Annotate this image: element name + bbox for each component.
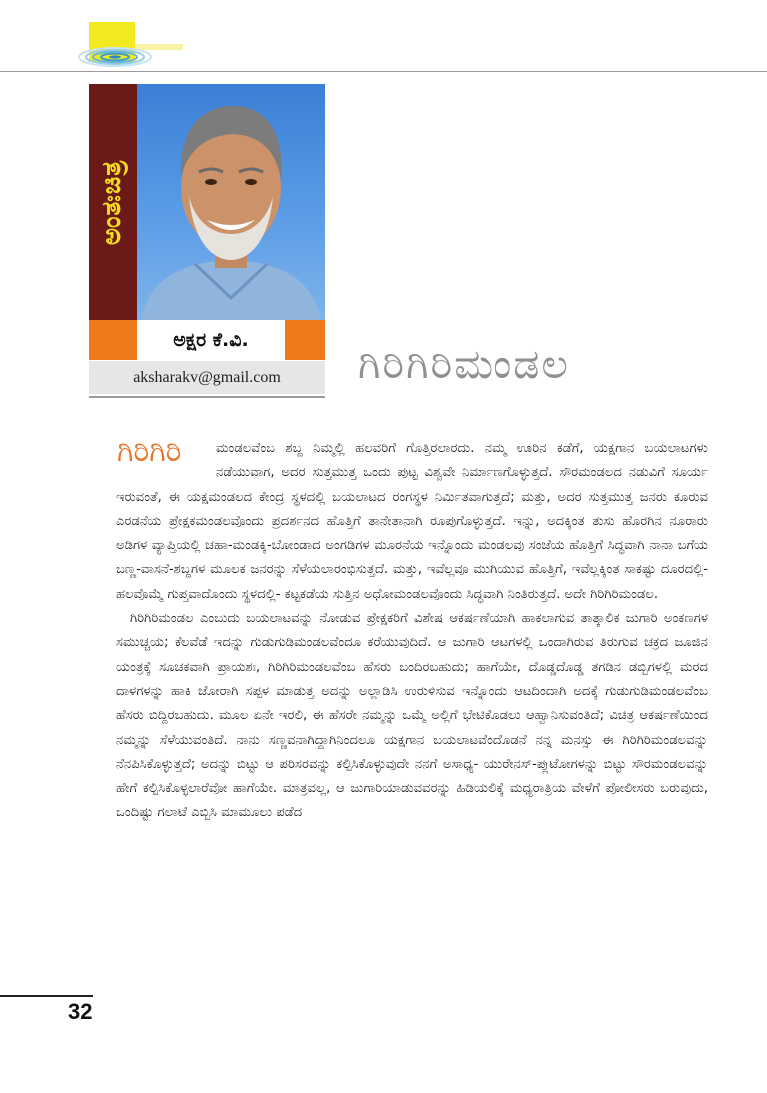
author-name: ಅಕ್ಷರ ಕೆ.ವಿ.: [137, 320, 285, 360]
column-title-band: [89, 84, 137, 320]
author-portrait: [137, 84, 325, 320]
column-title: ಅಂತಃಚಿತ್ರ: [97, 159, 128, 245]
magazine-logo-rings: [78, 47, 152, 67]
drop-cap-space: [116, 437, 216, 485]
article-body: [116, 437, 708, 1027]
body-paragraph-1: ಮಂಡಲವೆಂಬ ಶಬ್ದ ನಿಮ್ಮಲ್ಲಿ ಹಲವರಿಗೆ ಗೊತ್ತಿರಲಾರದು. ನಮ್ಮ ಊರಿನ ಕಡೆಗೆ, ಯಕ್ಷಗಾನ ಬಯಲಾಟಗಳು ನಡೆಯುವಾಗ, ಅದರ ಸುತ್ತಮುತ್ತ ಒಂದು ಪುಟ್ಟ ವಿಶ್ವವೇ ನಿರ್ಮಾಣಗೊಳ್ಳುತ್ತದೆ. ಸೌರಮಂಡಲದ ನಡುವಿಗೆ ಸೂರ್ಯ ಇರುವಂತೆ, ಈ ಯಕ್ಷಮಂಡಲದ ಕೇಂದ್ರ ಸ್ಥಳದಲ್ಲಿ ಬಯಲಾಟದ ರಂಗಸ್ಥಳ ನಿರ್ಮಿತವಾಗುತ್ತದೆ; ಮತ್ತು, ಅದರ ಸುತ್ತಮುತ್ತ ಜನರು ಕೂರುವ ಎರಡನೆಯ ಪ್ರೇಕ್ಷಕಮಂಡಲವೊಂದು ಪ್ರದರ್ಶನದ ಹೊತ್ತಿಗೆ ತಾನೇತಾನಾಗಿ ರೂಪುಗೊಳ್ಳುತ್ತದೆ. ಇನ್ನು, ಅದಕ್ಕಿಂತ ತುಸು ಹೊರಗಿನ ನೂರಾರು ಅಡಿಗಳ ವ್ಯಾಪ್ತಿಯಲ್ಲಿ ಚಹಾ-ಮಂಡಕ್ಕಿ-ಬೋಂಡಾದ ಅಂಗಡಿಗಳ ಮೂರನೆಯ ಇನ್ನೊಂದು ಮಂಡಲವು ಸಂಜೆಯ ಹೊತ್ತಿಗೆ ಸಿದ್ಧವಾಗಿ ನಾನಾ ಬಗೆಯ ಬಣ್ಣ-ವಾಸನೆ-ಶಬ್ದಗಳ ಮೂಲಕ ಜನರನ್ನು ಸೆಳೆಯಲಾರಂಭಿಸುತ್ತದೆ. ಮತ್ತು, ಇವೆಲ್ಲವೂ ಮುಗಿಯುವ ಹೊತ್ತಿಗೆ, ಇವೆಲ್ಲಕ್ಕಿಂತ ಸಾಕಷ್ಟು ದೂರದಲ್ಲಿ- ಹಲವೊಮ್ಮೆ ಗುಪ್ತವಾದೊಂದು ಸ್ಥಳದಲ್ಲಿ- ಕಟ್ಟಕಡೆಯ ಸುತ್ತಿನ ಅಧೋಮಂಡಲವೊಂದು ಸಿದ್ಧವಾಗಿ ನಿಂತಿರುತ್ತದೆ. ಅದೇ ಗಿರಿಗಿರಿಮಂಡಲ.: [116, 441, 708, 602]
column-header-box: [89, 84, 325, 360]
page-number: 32: [68, 999, 93, 1024]
author-portrait-illustration: [137, 84, 325, 320]
article-headline: ಗಿರಿಗಿರಿಮಂಡಲ: [358, 340, 570, 388]
author-email[interactable]: aksharakv@gmail.com: [89, 361, 325, 394]
email-rule: [89, 396, 325, 398]
body-paragraph-2: ಗಿರಿಗಿರಿಮಂಡಲ ಎಂಬುದು ಬಯಲಾಟವನ್ನು ನೋಡುವ ಪ್ರೇಕ್ಷಕರಿಗೆ ವಿಶೇಷ ಆಕರ್ಷಣೆಯಾಗಿ ಹಾಕಲಾಗುವ ತಾತ್ಕಾಲಿಕ ಜುಗಾರಿ ಅಂಕಣಗಳ ಸಮುಚ್ಚಯ; ಕೆಲವೆಡೆ ಇದನ್ನು ಗುಡುಗುಡಿಮಂಡಲವೆಂದೂ ಕರೆಯುವುದಿದೆ. ಆ ಜುಗಾರಿ ಆಟಗಳಲ್ಲಿ ಒಂದಾಗಿರುವ ತಿರುಗುವ ಚಕ್ರದ ಜೂಜಿನ ಯಂತ್ರಕ್ಕೆ ಸೂಚಕವಾಗಿ ಪ್ರಾಯಶಃ, ಗಿರಿಗಿರಿಮಂಡಲವೆಂಬ ಹೆಸರು ಬಂದಿರಬಹುದು; ಹಾಗೆಯೇ, ದೊಡ್ಡದೊಡ್ಡ ತಗಡಿನ ಡಬ್ಬಿಗಳಲ್ಲಿ ಮರದ ದಾಳಗಳನ್ನು ಹಾಕಿ ಜೋರಾಗಿ ಸಪ್ಪಳ ಮಾಡುತ್ತ ಅದನ್ನು ಅಲ್ಲಾಡಿಸಿ ಉರುಳಿಸುವ ಇನ್ನೊಂದು ಆಟದಿಂದಾಗಿ ಅದಕ್ಕೆ ಗುಡುಗುಡಿಮಂಡಲವೆಂಬ ಹೆಸರು ಬಿದ್ದಿರಬಹುದು. ಮೂಲ ಏನೇ ಇರಲಿ, ಈ ಹೆಸರೇ ನಮ್ಮನ್ನು ಒಮ್ಮೆ ಅಲ್ಲಿಗೆ ಭೇಟಿಕೊಡಲು ಆಹ್ವಾನಿಸುವಂತಿದೆ; ವಿಚಿತ್ರ ಆಕರ್ಷಣೆಯಿಂದ ನಮ್ಮನ್ನು ಸೆಳೆಯುವಂತಿದೆ. ನಾನು ಸಣ್ಣವನಾಗಿದ್ದಾಗಿನಿಂದಲೂ ಯಕ್ಷಗಾನ ಬಯಲಾಟವೆಂದೊಡನೆ ನನ್ನ ಮನಸ್ಸು ಈ ಗಿರಿಗಿರಿಮಂಡಲವನ್ನು ನೆನಪಿಸಿಕೊಳ್ಳುತ್ತದೆ; ಅದನ್ನು ಬಿಟ್ಟು ಆ ಪರಿಸರವನ್ನು ಕಲ್ಪಿಸಿಕೊಳ್ಳುವುದೇ ನನಗೆ ಅಸಾಧ್ಯ- ಯುರೇನಸ್-ಪ್ಲುಟೋಗಳನ್ನು ಬಿಟ್ಟು ಸೌರಮಂಡಲವನ್ನು ಹೇಗೆ ಕಲ್ಪಿಸಿಕೊಳ್ಳಲಾರೆವೋ ಹಾಗೆಯೇ. ಮಾತ್ರವಲ್ಲ, ಆ ಜುಗಾರಿಯಾಡುವವರನ್ನು ಹಿಡಿಯಲಿಕ್ಕೆ ಮಧ್ಯರಾತ್ರಿಯ ವೇಳೆಗೆ ಪೋಲೀಸರು ಬರುವುದು, ಒಂದಿಷ್ಟು ಗಲಾಟೆ ಎಬ್ಬಿಸಿ ಮಾಮೂಲು ಪಡೆದ: [116, 611, 708, 821]
header-rule: [0, 71, 767, 72]
drop-cap-word: ಗಿರಿಗಿರಿ: [117, 434, 182, 469]
page-number-rule: [0, 995, 93, 997]
